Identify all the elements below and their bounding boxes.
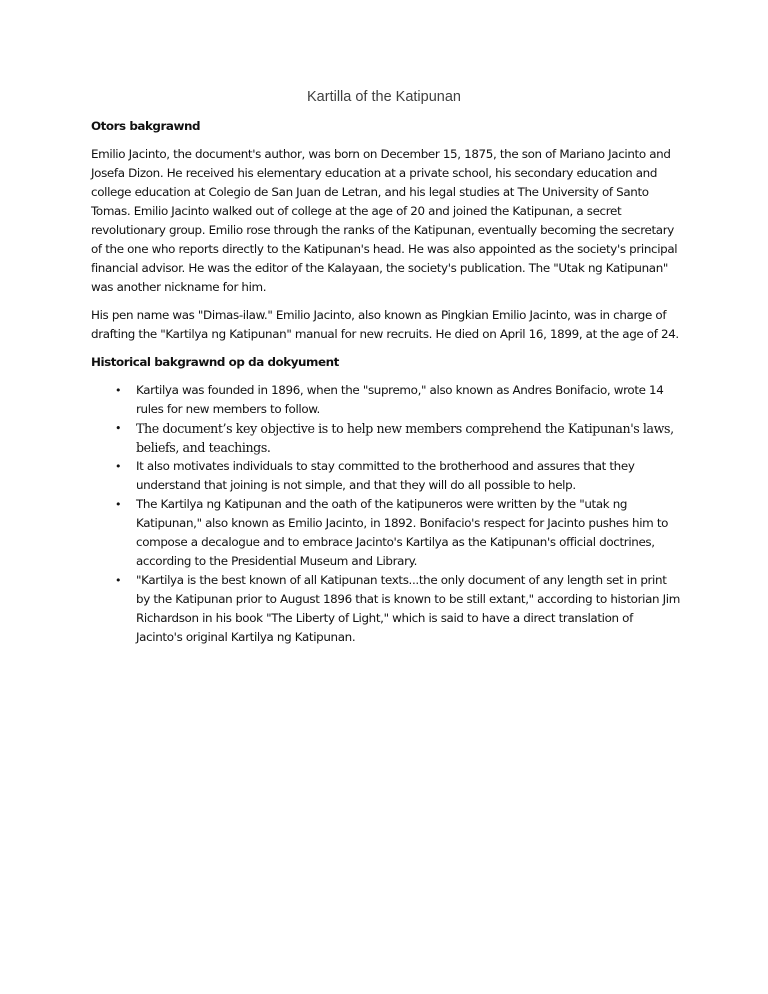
list-item-text: It also motivates individuals to stay committed to the brotherhood and assures that they understand that joining is not simple, and that they will do all possible to help. xyxy=(136,459,635,492)
author-paragraph-2: His pen name was "Dimas-ilaw." Emilio Jacinto, also known as Pingkian Emilio Jacinto, was in charge of drafting the "Kartilya ng Katipunan" manual for new recruits. He died on April 16, 1899, at the age of 24. xyxy=(91,308,679,341)
list-item-text: "Kartilya is the best known of all Katipunan texts...the only document of any length set in print by the Katipunan prior to August 1896 that is known to be still extant," according to historian Jim Richardson in his book "The Liberty of Light," which is said to have a direct translation of Jacinto's original Kartilya ng Katipunan. xyxy=(136,573,680,644)
list-item-text: The document’s key objective is to help new members comprehend the Katipunan's laws, beliefs, and teachings. xyxy=(136,421,674,455)
list-item xyxy=(91,457,681,495)
bullet-icon: • xyxy=(115,460,122,473)
list-item xyxy=(91,419,681,457)
list-item xyxy=(91,381,681,419)
document-title: Kartilla of the Katipunan xyxy=(307,89,461,105)
bullet-icon: • xyxy=(115,384,122,397)
list-item xyxy=(91,571,681,647)
section-heading-author-background: Otors bakgrawnd xyxy=(91,119,201,133)
author-paragraph-1: Emilio Jacinto, the document's author, was born on December 15, 1875, the son of Mariano Jacinto and Josefa Dizon. He received his elementary education at a private school, his secondary education and college education at Colegio de San Juan de Letran, and his legal studies at The University of Santo Tomas. Emilio Jacinto walked out of college at the age of 20 and joined the Katipunan, a secret revolutionary group. Emilio rose through the ranks of the Katipunan, eventually becoming the secretary of the one who reports directly to the Katipunan's head. He was also appointed as the society's principal financial advisor. He was the editor of the Kalayaan, the society's publication. The "Utak ng Katipunan" was another nickname for him. xyxy=(91,147,678,294)
historical-bullet-list xyxy=(91,381,681,647)
bullet-icon: • xyxy=(115,574,122,587)
list-item xyxy=(91,495,681,571)
bullet-icon: • xyxy=(115,498,122,511)
list-item-text: The Kartilya ng Katipunan and the oath of the katipuneros were written by the "utak ng Katipunan," also known as Emilio Jacinto, in 1892. Bonifacio's respect for Jacinto pushes him to compose a decalogue and to embrace Jacinto's Kartilya as the Katipunan's official doctrines, according to the Presidential Museum and Library. xyxy=(136,497,669,568)
section-heading-historical-background: Historical bakgrawnd op da dokyument xyxy=(91,355,339,369)
document-body xyxy=(91,117,681,647)
bullet-icon: • xyxy=(115,422,122,435)
list-item-text: Kartilya was founded in 1896, when the "supremo," also known as Andres Bonifacio, wrote 14 rules for new members to follow. xyxy=(136,383,664,416)
